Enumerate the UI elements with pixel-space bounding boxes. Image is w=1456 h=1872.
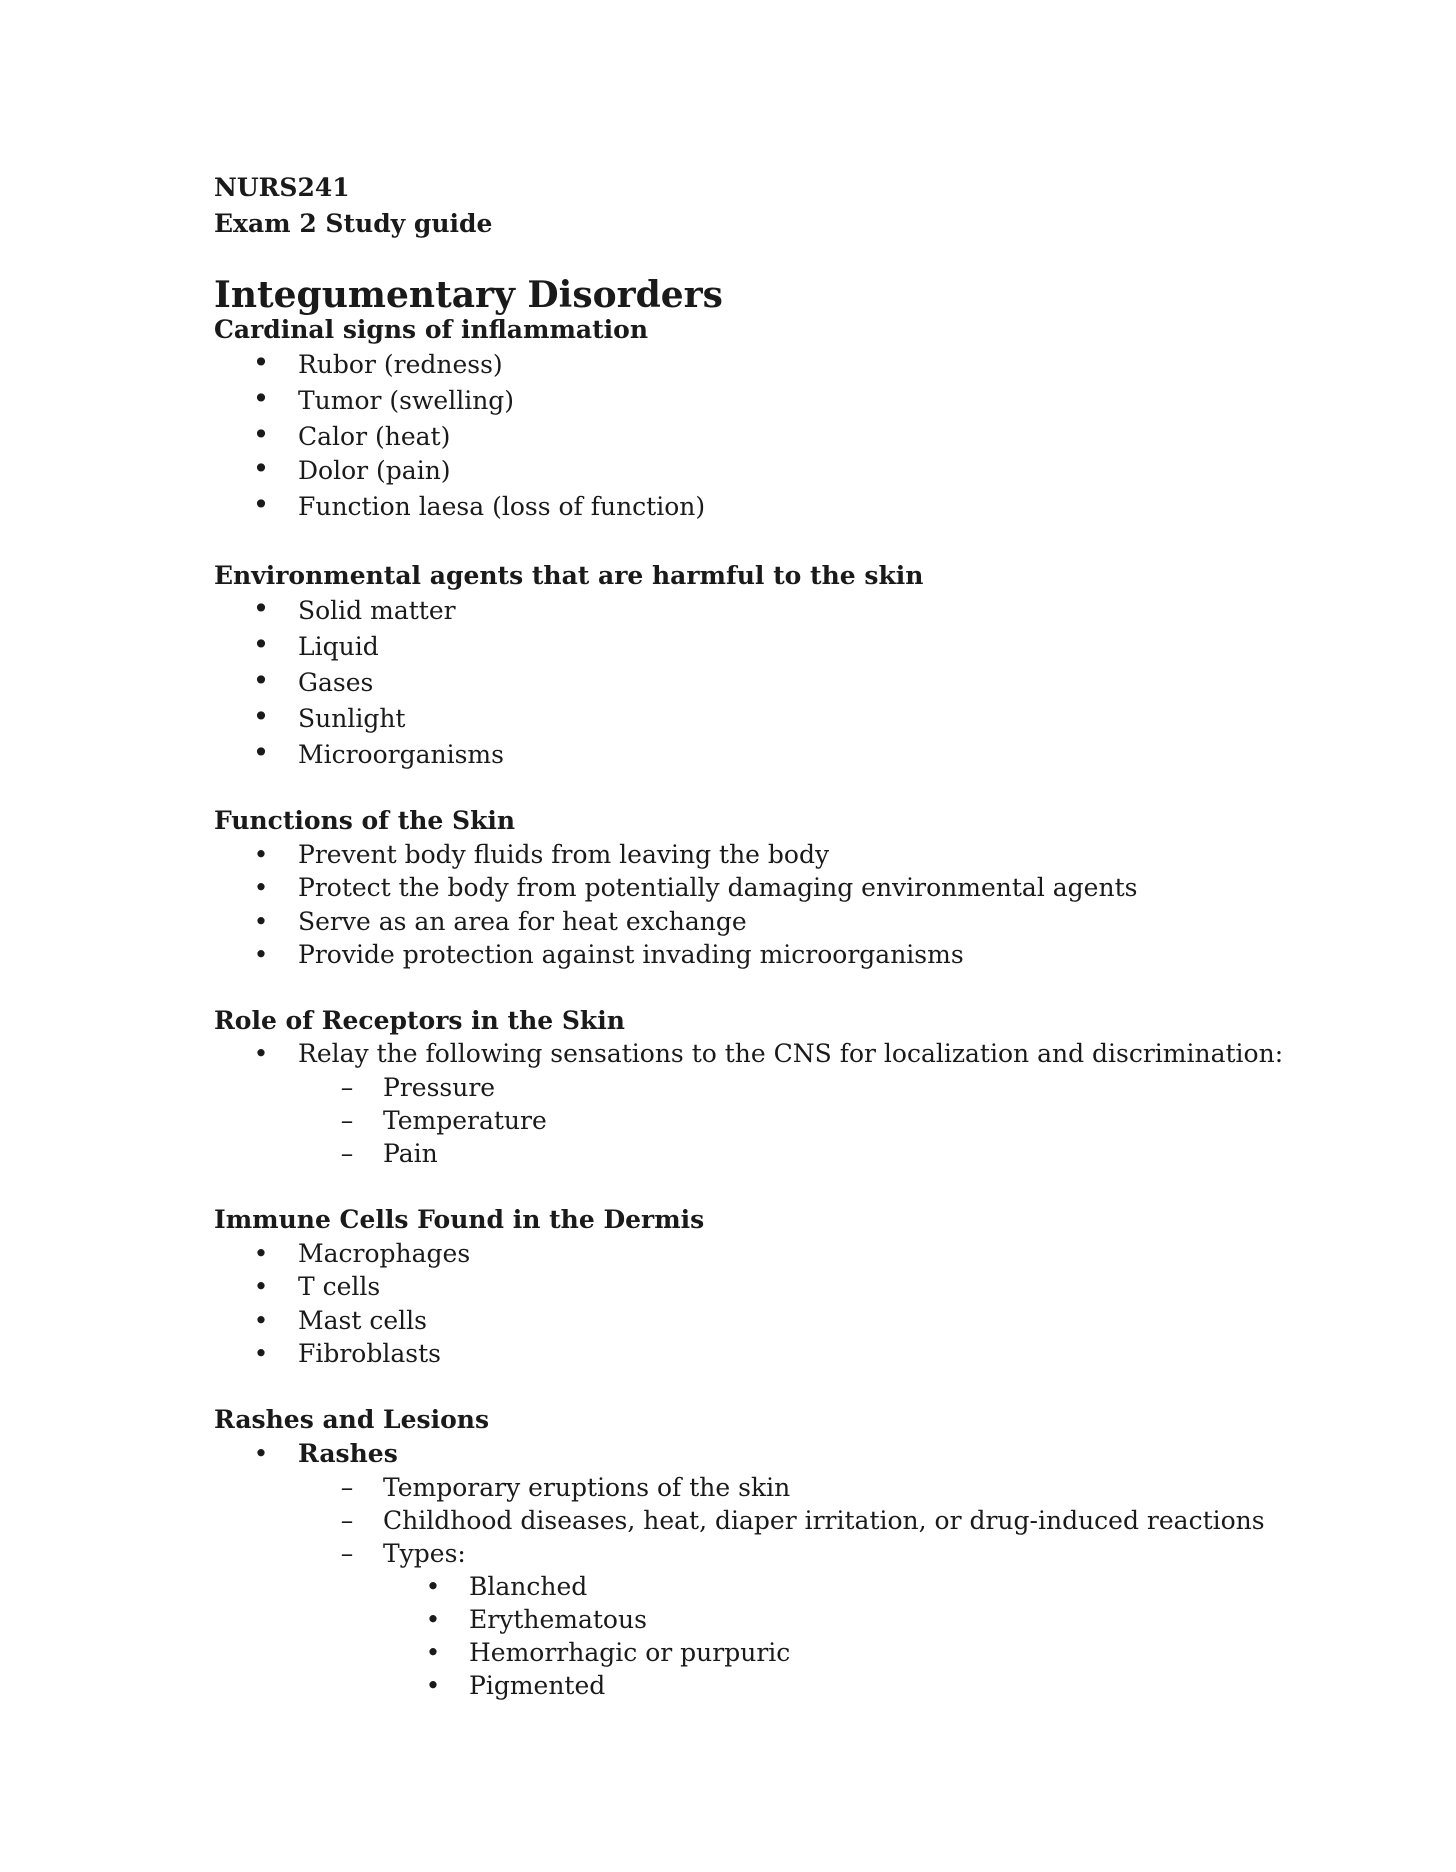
bullet-marker: • [253,840,269,869]
list-item: Dolor (pain) [298,456,451,485]
list-item-rashes: Rashes [298,1439,398,1468]
bullet-marker: • [425,1572,441,1601]
list-item: Macrophages [298,1239,471,1268]
dash-marker: – [340,1506,354,1535]
bullet-marker: • [253,873,269,902]
list-item: T cells [298,1272,381,1301]
list-item: Gases [298,668,374,697]
bullet-marker: • [252,488,270,521]
bullet-marker: • [253,1039,269,1068]
sub-list-item: Pressure [383,1073,496,1102]
section-heading-rashes: Rashes and Lesions [214,1405,490,1434]
bullet-marker: • [252,664,270,697]
sub-list-item: Types: [383,1539,466,1568]
list-item: Provide protection against invading microorganisms [298,940,964,969]
bullet-marker: • [253,1439,269,1468]
bullet-marker: • [252,382,270,415]
bullet-marker: • [425,1605,441,1634]
list-item: Function laesa (loss of function) [298,492,706,521]
list-item: Prevent body fluids from leaving the body [298,840,830,869]
type-list-item: Pigmented [469,1671,606,1700]
section-heading-functions: Functions of the Skin [214,806,516,835]
list-item: Tumor (swelling) [298,386,515,415]
list-item: Liquid [298,632,379,661]
document-title: Integumentary Disorders [214,274,723,316]
sub-list-item: Pain [383,1139,438,1168]
bullet-marker: • [252,452,270,485]
bullet-marker: • [253,1339,269,1368]
type-list-item: Erythematous [469,1605,647,1634]
bullet-marker: • [253,1272,269,1301]
sub-list-item: Childhood diseases, heat, diaper irritation, or drug-induced reactions [383,1506,1265,1535]
bullet-marker: • [252,346,270,379]
sub-list-item: Temperature [383,1106,547,1135]
section-heading-inflammation: Cardinal signs of inflammation [214,315,649,344]
bullet-marker: • [252,736,270,769]
list-item: Fibroblasts [298,1339,441,1368]
list-item: Calor (heat) [298,422,451,451]
bullet-marker: • [253,1239,269,1268]
bullet-marker: • [253,940,269,969]
section-heading-immune: Immune Cells Found in the Dermis [214,1205,705,1234]
bullet-marker: • [252,628,270,661]
bullet-marker: • [425,1638,441,1667]
type-list-item: Blanched [469,1572,588,1601]
bullet-marker: • [252,418,270,451]
list-item: Serve as an area for heat exchange [298,907,747,936]
course-header [214,170,492,242]
dash-marker: – [340,1106,354,1135]
course-subtitle: Exam 2 Study guide [214,209,493,238]
section-heading-receptors: Role of Receptors in the Skin [214,1006,625,1035]
list-item: Relay the following sensations to the CNS for localization and discrimination: [298,1039,1284,1068]
list-item: Microorganisms [298,740,504,769]
section-heading-environmental: Environmental agents that are harmful to the skin [214,561,924,590]
dash-marker: – [340,1539,354,1568]
sub-list-item: Temporary eruptions of the skin [383,1473,791,1502]
list-item: Mast cells [298,1306,427,1335]
course-code: NURS241 [214,173,350,202]
dash-marker: – [340,1073,354,1102]
dash-marker: – [340,1473,354,1502]
bullet-marker: • [252,700,270,733]
bullet-marker: • [253,907,269,936]
list-item: Rubor (redness) [298,350,503,379]
type-list-item: Hemorrhagic or purpuric [469,1638,791,1667]
list-item: Protect the body from potentially damaging environmental agents [298,873,1138,902]
bullet-marker: • [425,1671,441,1700]
bullet-marker: • [252,592,270,625]
dash-marker: – [340,1139,354,1168]
bullet-marker: • [253,1306,269,1335]
list-item: Sunlight [298,704,406,733]
list-item: Solid matter [298,596,456,625]
